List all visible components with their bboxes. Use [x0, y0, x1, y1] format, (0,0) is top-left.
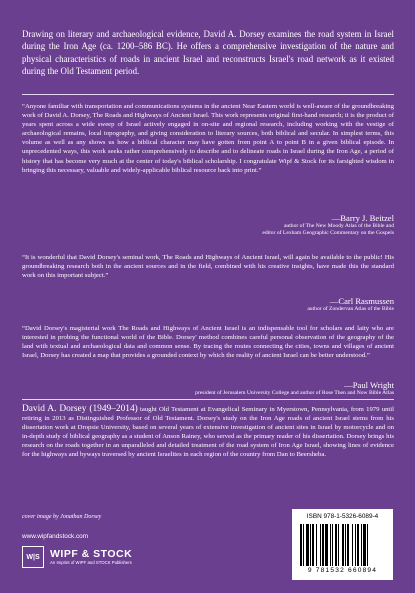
- publisher-mark-icon: W|S: [22, 546, 44, 568]
- endorser-credential: author of Zondervan Atlas of the Bible: [307, 306, 394, 312]
- barcode-icon: [300, 524, 385, 566]
- barcode-bar: [342, 524, 344, 566]
- endorsement-text-rasmussen: “It is wonderful that David Dorsey's seminal work, The Roads and Highways of Ancient Israel, will again be available to the public! His groundbreaking research both in the ancient sources and in the field, combined with his creative insights, have made this the standard work on this important subject.”: [22, 254, 394, 280]
- barcode-bar: [363, 524, 366, 566]
- endorsement-signature-rasmussen: [307, 296, 394, 313]
- barcode-bar: [330, 524, 331, 566]
- barcode-bar: [355, 524, 356, 566]
- barcode-bar: [316, 524, 317, 566]
- barcode-panel: [292, 509, 393, 580]
- barcode-bar: [352, 524, 353, 566]
- barcode-bar: [345, 524, 346, 566]
- author-bio-text: taught Old Testament at Evangelical Seminary in Myerstown, Pennsylvania, from 1979 until retiring in 2013 as Distinguished Professor of Old Testament. Dorsey's study on the Iron Age roads of ancient Israel stems from his dissertation work at Dropsie University, based on several years of extensive investigation of ancient sites in Israel by motorcycle and on in-depth study of biblical geography as a student of Anson Rainey, who served as the primary reader of his dissertation. Dorsey brings his research on the roads together in an unparalleled and detailed treatment of the road system of Iron Age Israel, showing lines of evidence for the highways and byways traversed by ancient Israelites in each region of the country from Dan to Beersheba.: [22, 406, 395, 459]
- barcode-bar: [303, 524, 304, 566]
- book-description: Drawing on literary and archaeological evidence, David A. Dorsey examines the road system in Israel during the Iron Age (ca. 1200–586 BC). He offers a comprehensive investigation of the nature and physical characteristics of roads in ancient Israel and reconstructs Israel's road network as it existed during the Old Testament period.: [22, 29, 394, 77]
- publisher-name: WIPF & STOCK: [50, 547, 133, 560]
- barcode-bar: [310, 524, 311, 566]
- endorser-credential: editor of Lexham Geographic Commentary on the Gospels: [262, 230, 394, 236]
- endorser-credential: author of The New Moody Atlas of the Bible and: [283, 223, 394, 229]
- publisher-logo: [22, 546, 132, 568]
- endorser-name: —Barry J. Beitzel: [331, 213, 394, 223]
- barcode-bar: [361, 524, 362, 566]
- barcode-bar: [325, 524, 328, 566]
- author-bio: [22, 405, 394, 460]
- barcode-bar: [335, 524, 337, 566]
- endorsement-signature-wright: [195, 380, 394, 397]
- author-name-dates: David A. Dorsey (1949–2014): [22, 404, 138, 414]
- barcode-bar: [312, 524, 314, 566]
- endorsement-text-wright: “David Dorsey's magisterial work The Roads and Highways of Ancient Israel is an indispensable tool for scholars and laity who are interested in probing the functional world of the Bible. Dorsey' method combines careful personal observation of the geography of the land with textual and archaeological data and common sense. By tracing the routes connecting the cities, towns and villages of ancient Israel, Dorsey has created a map that provides a grounded context by which the reality of ancient Israel can be better understood.”: [22, 325, 394, 360]
- barcode-bar: [332, 524, 333, 566]
- barcode-digits: 9 781532 660894: [307, 567, 378, 574]
- endorser-name: —Paul Wright: [344, 380, 394, 390]
- barcode-bar: [322, 524, 324, 566]
- barcode-bar: [357, 524, 359, 566]
- barcode-bar: [347, 524, 349, 566]
- divider-top: [22, 94, 394, 95]
- barcode-bar: [338, 524, 339, 566]
- endorser-name: —Carl Rasmussen: [329, 296, 394, 306]
- barcode-bar: [300, 524, 302, 566]
- barcode-bar: [367, 524, 368, 566]
- publisher-tagline: An Imprint of WIPF and STOCK Publishers: [50, 559, 132, 565]
- barcode-bar: [320, 524, 321, 566]
- divider-bottom: [22, 399, 394, 400]
- barcode-bar: [306, 524, 309, 566]
- isbn-label: ISBN 978-1-5326-6089-4: [306, 513, 379, 520]
- endorsement-signature-beitzel: [262, 213, 394, 237]
- endorsement-text-beitzel: “Anyone familiar with transportation and communications systems in the ancient Near Eastern world is well-aware of the groundbreaking work of David A. Dorsey, The Roads and Highways of Ancient Israel. This work represents original first-hand research; it is the product of years spent across a wide sweep of Israel actively engaged in on-site and regional research, including working with the vestige of archaeological remains, local topography, and giving consideration to literary sources, both biblical and secular. In simplest terms, this volume as well as any shows us how a biblical character may have gotten from point A to point B in a given biblical episode. In unprecedented ways, this work seeks rather comprehensively to describe and to delineate roads in Israel during the Iron Age, a period of history that has become very much at the center of today's biblical scholarship. I congratulate Wipf & Stock for its farsighted wisdom in bringing this necessary, valuable and widely-applicable biblical resource back into print.”: [22, 103, 394, 174]
- publisher-website: www.wipfandstock.com: [22, 533, 89, 540]
- cover-image-credit: cover image by Jonathan Dorsey: [22, 514, 102, 520]
- endorser-credential: president of Jerusalem University College and author of Rose Then and Now Bible Atlas: [195, 390, 394, 396]
